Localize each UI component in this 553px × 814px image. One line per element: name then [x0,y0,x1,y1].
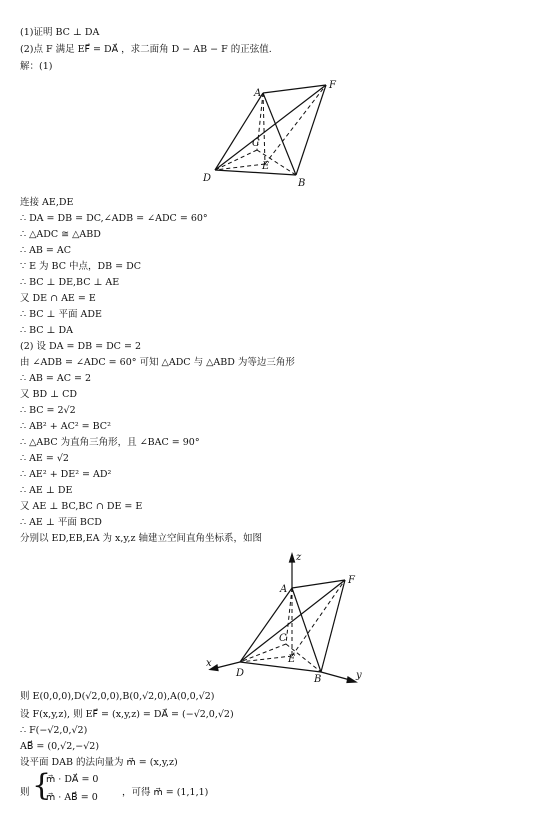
fig2-label-F: F [348,575,355,586]
fig1-label-F: F [329,80,336,91]
proof1-line-1: 连接 AE,DE [20,197,74,208]
proof2-line-11: 又 AE ⊥ BC,BC ∩ DE = E [20,501,143,512]
fig1-label-C: C [252,138,260,149]
proof1-line-4: ∴ AB = AC [20,245,72,256]
fig2-label-A: A [280,584,288,595]
coords-line-1: 则 E(0,0,0),D(√2,0,0),B(0,√2,0),A(0,0,√2) [20,691,215,702]
proof2-line-2: 由 ∠ADB = ∠ADC = 60° 可知 △ADC 与 △ABD 为等边三角形 [20,357,295,368]
proof2-line-1: (2) 设 DA = DB = DC = 2 [20,341,141,352]
proof1-line-9: ∴ BC ⊥ DA [20,325,73,336]
proof2-line-7: ∴ △ABC 为直角三角形，且 ∠BAC = 90° [20,437,200,448]
fig2-label-B: B [314,674,322,685]
proof2-line-9: ∴ AE² + DE² = AD² [20,469,112,480]
fig1-label-E: E [262,161,270,172]
proof1-line-5: ∵ E 为 BC 中点，DB = DC [20,261,141,272]
proof1-line-2: ∴ DA = DB = DC,∠ADB = ∠ADC = 60° [20,213,208,224]
coords-line-3: ∴ F(−√2,0,√2) [20,725,88,736]
fig2-label-z: z [296,552,302,563]
proof2-line-5: ∴ BC = 2√2 [20,405,76,416]
figure-coordinate-system [200,548,370,688]
proof1-line-3: ∴ △ADC ≅ △ABD [20,229,101,240]
system-eq2: m⃗ · AB⃗ = 0 [46,792,98,803]
fig2-label-y: y [356,670,362,681]
left-brace: { [32,768,52,803]
fig2-label-D: D [236,668,245,679]
figure-tetrahedron-1 [195,76,345,191]
fig2-label-C: C [279,633,287,644]
proof1-line-6: ∴ BC ⊥ DE,BC ⊥ AE [20,277,120,288]
fig2-label-x: x [206,658,212,669]
system-result: ，可得 m⃗ = (1,1,1) [122,787,209,798]
coords-line-5: 设平面 DAB 的法向量为 m⃗ = (x,y,z) [20,757,178,768]
proof2-line-6: ∴ AB² + AC² = BC² [20,421,111,432]
fig1-label-A: A [254,88,262,99]
proof1-line-8: ∴ BC ⊥ 平面 ADE [20,309,102,320]
proof2-line-10: ∴ AE ⊥ DE [20,485,73,496]
solution-heading: 解：(1) [20,61,53,72]
fig1-label-B: B [298,178,306,189]
proof1-line-7: 又 DE ∩ AE = E [20,293,96,304]
proof2-line-8: ∴ AE = √2 [20,453,69,464]
fig1-label-D: D [203,173,212,184]
question-2: (2)点 F 满足 EF⃗ = DA⃗ ，求二面角 D − AB − F 的正弦值. [20,44,272,55]
proof2-line-12: ∴ AE ⊥ 平面 BCD [20,517,102,528]
fig2-label-E: E [288,654,296,665]
proof2-line-4: 又 BD ⊥ CD [20,389,77,400]
coords-line-4: AB⃗ = (0,√2,−√2) [20,741,100,752]
coords-line-2: 设 F(x,y,z), 则 EF⃗ = (x,y,z) = DA⃗ = (−√2,0,√2) [20,709,234,720]
proof2-line-13: 分别以 ED,EB,EA 为 x,y,z 轴建立空间直角坐标系，如图 [20,533,263,544]
question-1: (1)证明 BC ⊥ DA [20,27,100,38]
proof2-line-3: ∴ AB = AC = 2 [20,373,92,384]
system-prefix: 则 [20,787,30,798]
system-eq1: m⃗ · DA⃗ = 0 [46,774,99,785]
